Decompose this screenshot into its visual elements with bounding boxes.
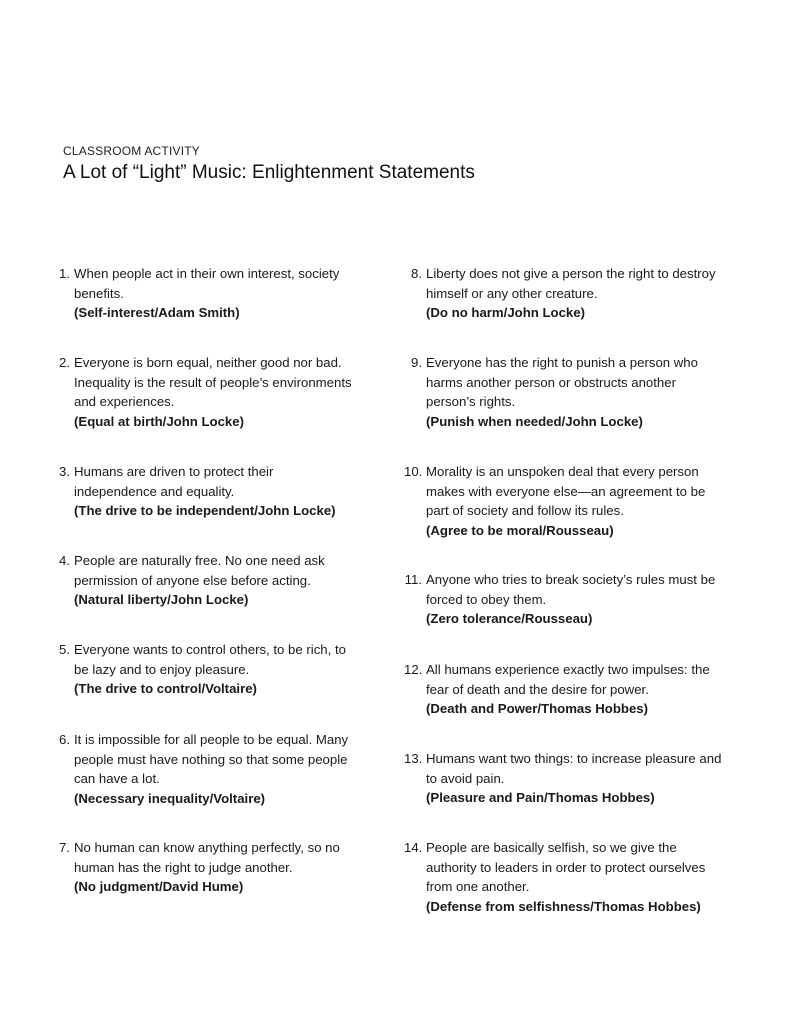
- statement-label: (Self-interest/Adam Smith): [74, 305, 240, 320]
- statement-number: 10.: [404, 464, 423, 479]
- statement-number: 7.: [59, 840, 70, 855]
- statement-text: It is impossible for all people to be equal. Many people must have nothing so that some people can have a lot.: [74, 732, 349, 786]
- statement-label: (The drive to control/Voltaire): [74, 681, 257, 696]
- statement-item: [404, 660, 724, 719]
- statement-text: When people act in their own interest, society benefits.: [74, 266, 340, 301]
- statement-item: [404, 749, 724, 808]
- statement-item: [404, 838, 724, 916]
- statement-item: [56, 640, 356, 699]
- statement-number: 4.: [59, 553, 70, 568]
- statement-number: 11.: [404, 572, 422, 587]
- statement-item: [56, 838, 356, 897]
- statement-item: [404, 264, 724, 323]
- statement-text: All humans experience exactly two impulses: the fear of death and the desire for power.: [426, 662, 710, 697]
- statement-label: (The drive to be independent/John Locke): [74, 503, 336, 518]
- statement-number: 8.: [411, 266, 422, 281]
- statement-text: Everyone has the right to punish a person who harms another person or obstructs another person’s rights.: [426, 355, 698, 409]
- statement-text: People are naturally free. No one need ask permission of anyone else before acting.: [74, 553, 325, 588]
- statement-item: [56, 353, 356, 431]
- statement-label: (Necessary inequality/Voltaire): [74, 790, 266, 806]
- page-header: [63, 144, 475, 184]
- statement-text: Humans are driven to protect their independence and equality.: [74, 464, 274, 499]
- statement-text: No human can know anything perfectly, so no human has the right to judge another.: [74, 840, 340, 875]
- statement-number: 1.: [59, 266, 70, 281]
- statement-item: [56, 264, 356, 323]
- statement-item: [404, 353, 724, 431]
- statement-item: [404, 462, 724, 540]
- statement-text: Everyone is born equal, neither good nor bad. Inequality is the result of people’s environments and experiences.: [74, 355, 352, 409]
- page-title: A Lot of “Light” Music: Enlightenment Statements: [63, 162, 475, 183]
- statement-number: 9.: [411, 355, 422, 370]
- statement-label: (Zero tolerance/Rousseau): [426, 611, 593, 626]
- statement-item: [56, 551, 356, 610]
- statement-label: (No judgment/David Hume): [74, 879, 244, 894]
- statement-label: (Death and Power/Thomas Hobbes): [426, 701, 649, 716]
- statement-number: 2.: [59, 355, 70, 370]
- statement-text: Everyone wants to control others, to be rich, to be lazy and to enjoy pleasure.: [74, 642, 346, 677]
- statement-text: Humans want two things: to increase pleasure and to avoid pain.: [426, 751, 722, 786]
- statement-number: 12.: [404, 662, 423, 677]
- statement-number: 13.: [404, 751, 423, 766]
- activity-kicker: CLASSROOM ACTIVITY: [63, 144, 200, 158]
- statement-label: (Equal at birth/John Locke): [74, 413, 244, 429]
- statement-label: (Do no harm/John Locke): [426, 305, 585, 320]
- statement-number: 5.: [59, 642, 70, 657]
- statement-number: 6.: [59, 732, 70, 747]
- statement-label: (Punish when needed/John Locke): [426, 413, 643, 429]
- statement-label: (Defense from selfishness/Thomas Hobbes): [426, 898, 701, 914]
- statement-text: People are basically selfish, so we give the authority to leaders in order to protect ourselves from one another.: [426, 840, 706, 894]
- statement-label: (Natural liberty/John Locke): [74, 592, 249, 607]
- statement-label: (Agree to be moral/Rousseau): [426, 522, 614, 538]
- statement-label: (Pleasure and Pain/Thomas Hobbes): [426, 790, 655, 805]
- statement-number: 14.: [404, 840, 423, 855]
- statement-text: Anyone who tries to break society’s rules must be forced to obey them.: [426, 572, 716, 607]
- statement-text: Morality is an unspoken deal that every person makes with everyone else—an agreement to be part of society and follow its rules.: [426, 464, 706, 518]
- statement-item: [56, 730, 356, 808]
- statement-item: [404, 570, 724, 629]
- statement-item: [56, 462, 356, 521]
- statement-number: 3.: [59, 464, 70, 479]
- statement-text: Liberty does not give a person the right to destroy himself or any other creature.: [426, 266, 716, 301]
